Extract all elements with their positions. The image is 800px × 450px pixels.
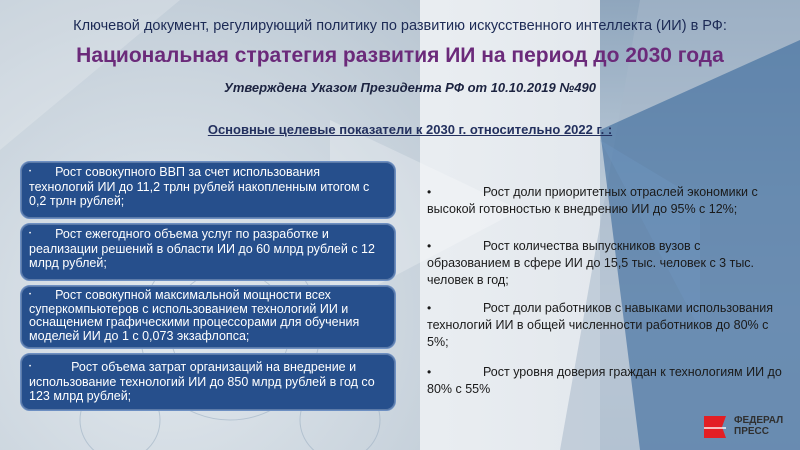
list-item [427, 300, 782, 351]
target-text: Рост совокупной максимальной мощности всех суперкомпьютеров с использованием технологий ИИ и оснащением графическими процессорами для обучения моделей ИИ до 1 с 0,073 экзафлопса; [29, 288, 360, 343]
list-item [427, 364, 782, 398]
bullet: • [29, 231, 32, 238]
logo-flag-icon [700, 414, 730, 440]
list-item [427, 184, 782, 218]
bullet: • [427, 239, 432, 253]
logo-text: ФЕДЕРАЛ ПРЕСС [734, 415, 784, 437]
section-heading: Основные целевые показатели к 2030 г. относительно 2022 г. : [207, 122, 613, 137]
list-item [427, 238, 782, 289]
target-text: Рост объема затрат организаций на внедрение и использование технологий ИИ до 850 млрд рублей в год со 123 млрд рублей; [29, 360, 375, 404]
list-item-text: Рост доли приоритетных отраслей экономики с высокой готовностью к внедрению ИИ до 95% с 12%; [427, 185, 758, 216]
target-box-services [20, 223, 396, 281]
list-item-text: Рост уровня доверия граждан к технологиям ИИ до 80% с 55% [427, 365, 782, 396]
target-box-gdp [20, 161, 396, 219]
target-box-investments [20, 353, 396, 411]
bullet: • [29, 292, 32, 298]
bullet: • [427, 365, 432, 379]
bullet: • [29, 364, 32, 371]
target-text: Рост совокупного ВВП за счет использования технологий ИИ до 11,2 трлн рублей накопленным итогом с 0,2 трлн рублей; [29, 165, 370, 209]
decree-subtitle: Утверждена Указом Президента РФ от 10.10.2019 №490 [224, 80, 596, 95]
list-item-text: Рост доли работников с навыками использования технологий ИИ в общей численности работников до 80% с 5%; [427, 301, 774, 349]
federal-press-logo [700, 414, 800, 442]
target-text: Рост ежегодного объема услуг по разработке и реализации решений в области ИИ до 60 млрд рублей с 12 млрд рублей; [29, 227, 375, 271]
list-item-text: Рост количества выпускников вузов с образованием в сфере ИИ до 15,5 тыс. человек с 3 тыс. человек в год; [427, 239, 755, 287]
target-box-supercomputers [20, 285, 396, 349]
document-description: Ключевой документ, регулирующий политику по развитию искусственного интеллекта (ИИ) в РФ: [73, 18, 727, 34]
bullet: • [427, 185, 432, 199]
bullet: • [427, 301, 432, 315]
page-title: Национальная стратегия развития ИИ на период до 2030 года [76, 44, 724, 67]
bullet: • [29, 169, 32, 176]
